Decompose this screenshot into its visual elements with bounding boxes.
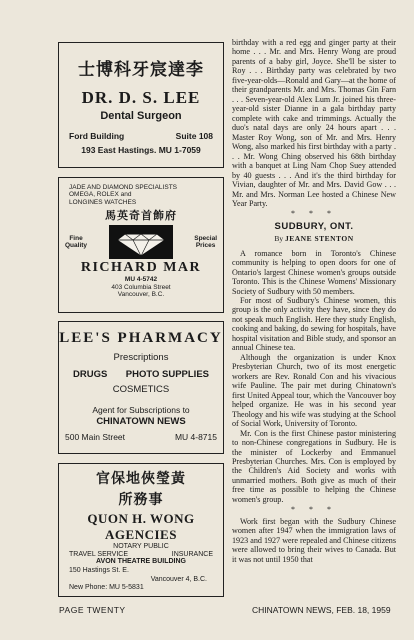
- agency-notary: NOTARY PUBLIC: [113, 543, 169, 550]
- article-paragraph: For most of Sudbury's Chinese women, this group is the only activity they have, since they do not speak much English. Here they study English, cooking and baking, do sewing for hospitals, have hospital visitation and Bible study, and sponsor an annual Chinese tea.: [232, 296, 396, 353]
- pharmacy-title: LEE'S PHARMACY: [59, 330, 223, 346]
- section-divider: * * *: [291, 209, 337, 219]
- dentist-chinese-name: 士博科牙宸達李: [78, 60, 204, 80]
- jeweller-quality-label: [65, 235, 87, 249]
- pharmacy-phone: MU 4-8715: [174, 432, 217, 442]
- byline-prefix: By: [274, 233, 284, 243]
- jeweller-tagline-line: LONGINES WATCHES: [69, 198, 137, 206]
- jeweller-tagline-line: JADE AND DIAMOND SPECIALISTS: [69, 184, 177, 191]
- dentist-name: DR. D. S. LEE: [81, 88, 201, 107]
- pharmacy-photo: PHOTO SUPPLIES: [125, 369, 209, 380]
- jeweller-diamond-row: [59, 223, 223, 259]
- byline-author: JEANE STENTON: [284, 233, 354, 243]
- agency-ad: [58, 463, 224, 597]
- agency-phone: New Phone: MU 5-5831: [69, 584, 144, 592]
- pharmacy-ad: [58, 321, 224, 454]
- agency-name: QUON H. WONG AGENCIES: [87, 511, 195, 542]
- agency-building: AVON THEATRE BUILDING: [96, 558, 186, 566]
- article-heading: SUDBURY, ONT.: [274, 220, 354, 232]
- page-number: PAGE TWENTY: [59, 605, 126, 615]
- article-paragraph: A romance born in Toronto's Chinese community is helping to open doors for one of Ontario's largest Chinese women's groups outside Toronto. This is the Chinese Womens' Missionary Society of Sudbury with 50 members.: [232, 248, 396, 296]
- jeweller-street: 403 Columbia Street: [111, 283, 171, 291]
- article-paragraph: Work first began with the Sudbury Chinese women after 1947 when the immigration laws of 1923 and 1927 were repealed and Chinese citizens were allowed to bring their wives to Canada. But it was not until 1950 that: [232, 516, 396, 564]
- publication-date: CHINATOWN NEWS, FEB. 18, 1959: [252, 605, 391, 615]
- pharmacy-products-row: [59, 369, 223, 380]
- article-paragraph: birthday with a red egg and ginger party at their home . . . Mr. and Mrs. Henry Wong are proud parents of a baby girl, Joyce. She'll be sister to Roy . . . Birthday party was celebrated by two five-year-olds—Ronald and Gary—at the home of their grandparents Mr. and Mrs. Thomas Gin Farn . . . Seven-year-old Alex Lum Jr. joined his three-year-old sister Dianne in a gala birthday party complete with cake and trimmings. Actually the duo's natal days are only 24 hours apart . . . Master Roy Wong, son of Mr. and Mrs. Henry Wong, also marked his first birthday with a party . . . Mr. Wong Ching observed his 68th birthday with a banquet at Ling Nam Chop Suey attended by 40 guests . . . And it's the third birthday for Vivian, daughter of Mr. and Mrs. David Gow . . . Mr. and Mrs. Norman Lee hosted a Chinese New Year Party.: [232, 38, 396, 208]
- jeweller-chinese-name: 馬英奇首飾府: [105, 209, 177, 223]
- jeweller-quality-line: Fine: [69, 235, 83, 243]
- dentist-building-row: [59, 131, 223, 141]
- section-divider: * * *: [291, 505, 337, 515]
- pharmacy-agent: Agent for Subscriptions to: [92, 405, 190, 415]
- article-byline: [232, 235, 396, 244]
- jeweller-prices-line: Prices: [195, 242, 216, 250]
- pharmacy-street: 500 Main Street: [65, 432, 126, 442]
- article-paragraph: Although the organization is under Knox Presbyterian Church, two of its most energetic workers are Rev. Ronald Con and his vivacious wife Pauline. The pair met during Chinatown's first United Appeal tour, which the Vancouver boy helped organize. He was in his second year Theology and his wife was studying at the School of Social Work, University of Toronto.: [232, 352, 396, 429]
- pharmacy-address-row: [59, 432, 223, 442]
- jeweller-city: Vancouver, B.C.: [117, 291, 165, 299]
- jeweller-tagline-line: OMEGA, ROLEX and: [69, 191, 132, 199]
- jeweller-prices-label: [194, 235, 217, 249]
- agency-city: Vancouver 4, B.C.: [150, 575, 207, 583]
- dentist-address: 193 East Hastings. MU 1-7059: [81, 145, 201, 155]
- pharmacy-drugs: DRUGS: [73, 369, 108, 380]
- pharmacy-cosmetics: COSMETICS: [112, 384, 170, 395]
- pharmacy-prescriptions: Prescriptions: [113, 352, 169, 363]
- jeweller-phone: MU 4-5742: [124, 276, 158, 284]
- agency-chinese-line1: 官保地俠瑩黃: [96, 471, 186, 487]
- dentist-suite: Suite 108: [175, 131, 213, 141]
- article-column: [232, 38, 396, 564]
- jeweller-ad: [58, 177, 224, 313]
- jeweller-brand: RICHARD MAR: [80, 260, 202, 276]
- dentist-specialty: Dental Surgeon: [100, 110, 182, 122]
- pharmacy-paper: CHINATOWN NEWS: [96, 416, 186, 427]
- agency-street: 150 Hastings St. E.: [69, 566, 129, 574]
- diamond-icon: [109, 225, 173, 259]
- agency-services-row: [59, 551, 223, 558]
- jeweller-quality-line: Quality: [65, 242, 88, 250]
- agency-chinese-line2: 所務事: [118, 492, 164, 508]
- jeweller-prices-line: Special: [194, 235, 217, 243]
- agency-insurance: INSURANCE: [171, 551, 213, 559]
- dentist-building: Ford Building: [69, 131, 125, 141]
- agency-travel: TRAVEL SERVICE: [69, 551, 129, 559]
- dentist-ad: [58, 42, 224, 168]
- article-paragraph: Mr. Con is the first Chinese pastor ministering to non-Chinese congregations in Sudbury. He is the minister of Lockerby and Emmanuel Presbyterian Churches. Mrs. Con is employed by the Children's Aid Society and works with unmarried mothers. Both give as much of their free time as possible to helping the Chinese women's group.: [232, 428, 396, 504]
- jeweller-tagline: [59, 178, 223, 206]
